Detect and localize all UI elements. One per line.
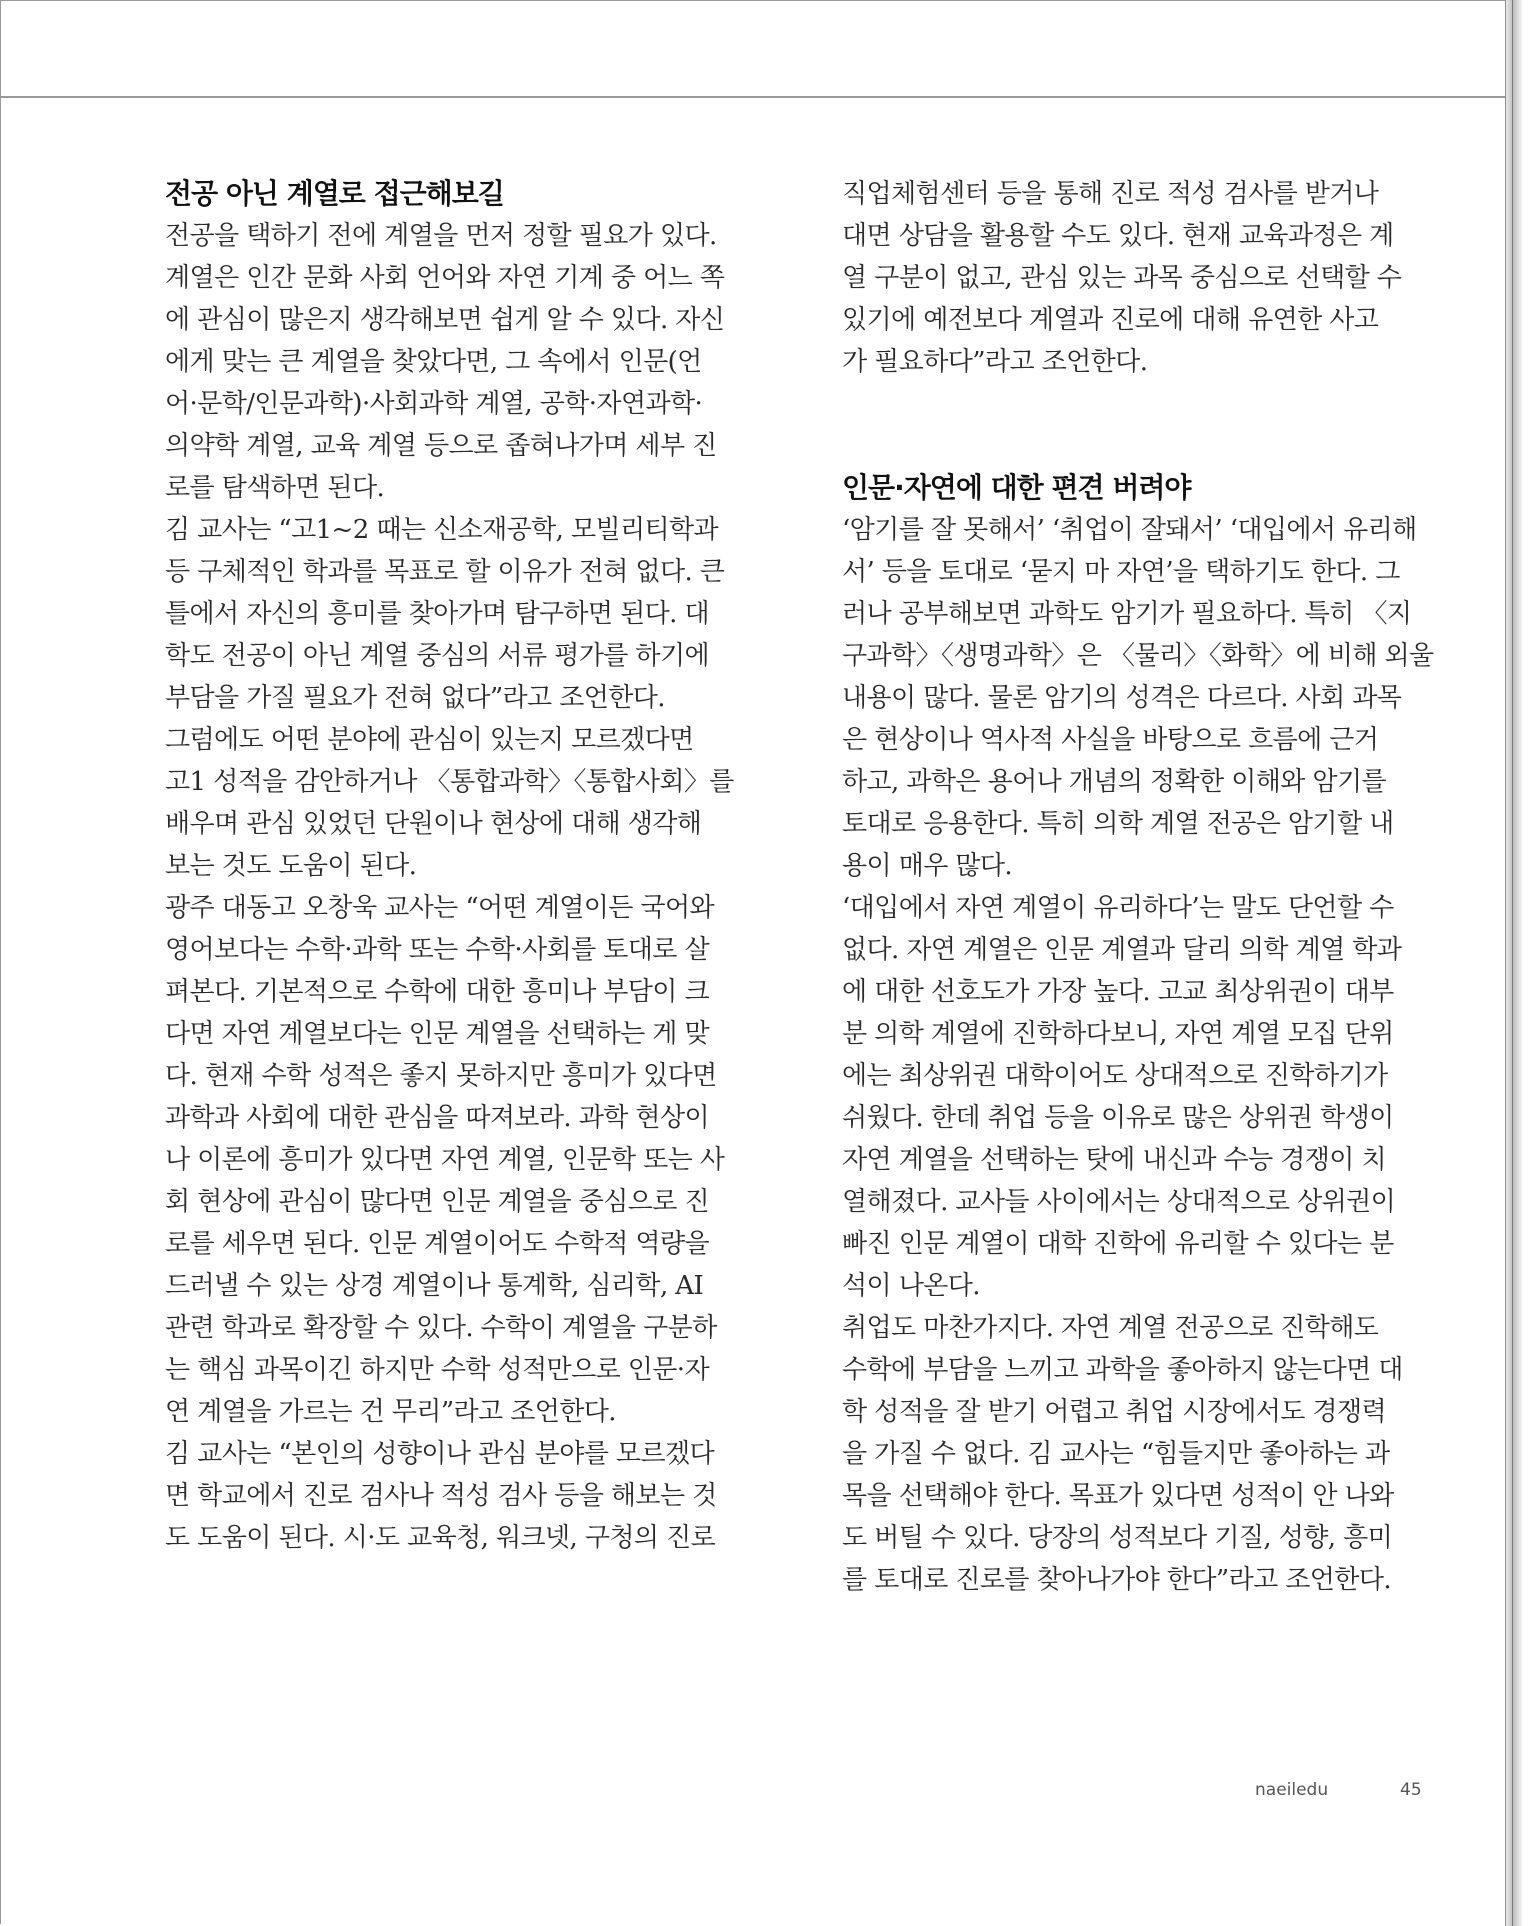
body-text-line: 용이 매우 많다.	[842, 851, 1013, 881]
body-text-line: 어·문학/인문과학)·사회과학 계열, 공학·자연과학·	[165, 389, 703, 419]
body-text-line: 틀에서 자신의 흥미를 찾아가며 탐구하면 된다. 대	[165, 599, 709, 629]
body-text-line: 전공을 택하기 전에 계열을 먼저 정할 필요가 있다.	[165, 221, 717, 251]
body-text-line: 관련 학과로 확장할 수 있다. 수학이 계열을 구분하	[165, 1313, 717, 1343]
body-text-line: 연 계열을 가르는 건 무리”라고 조언한다.	[165, 1397, 616, 1427]
body-text-line: 직업체험센터 등을 통해 진로 적성 검사를 받거나	[842, 179, 1379, 209]
body-text-line: 수학에 부담을 느끼고 과학을 좋아하지 않는다면 대	[842, 1355, 1403, 1385]
body-text-line: 빠진 인문 계열이 대학 진학에 유리할 수 있다는 분	[842, 1229, 1394, 1259]
body-text-line: 나 이론에 흥미가 있다면 자연 계열, 인문학 또는 사	[165, 1145, 725, 1175]
body-text-line: 취업도 마찬가지다. 자연 계열 전공으로 진학해도	[842, 1313, 1379, 1343]
section-gap	[842, 383, 1422, 467]
body-text-line: 로를 탐색하면 된다.	[165, 473, 385, 503]
body-text-line: 도 도움이 된다. 시·도 교육청, 워크넷, 구청의 진로	[165, 1523, 716, 1553]
body-text-line: ‘암기를 잘 못해서’ ‘취업이 잘돼서’ ‘대입에서 유리해	[842, 515, 1417, 545]
body-text-line: 에게 맞는 큰 계열을 찾았다면, 그 속에서 인문(언	[165, 347, 702, 377]
right-column-body	[842, 509, 1434, 1601]
body-text-line: 러나 공부해보면 과학도 암기가 필요하다. 특히 〈지	[842, 599, 1412, 629]
body-text-line: 회 현상에 관심이 많다면 인문 계열을 중심으로 진	[165, 1187, 709, 1217]
body-text-line: 구과학〉〈생명과학〉은 〈물리〉〈화학〉에 비해 외울	[842, 641, 1434, 671]
body-text-line: 하고, 과학은 용어나 개념의 정확한 이해와 암기를	[842, 767, 1386, 797]
body-text-line: 대면 상담을 활용할 수도 있다. 현재 교육과정은 계	[842, 221, 1394, 251]
body-text-line: 고1 성적을 감안하거나 〈통합과학〉〈통합사회〉를	[165, 767, 734, 797]
body-text-line: 열해졌다. 교사들 사이에서는 상대적으로 상위권이	[842, 1187, 1396, 1217]
body-text-line: 학 성적을 잘 받기 어렵고 취업 시장에서도 경쟁력	[842, 1397, 1386, 1427]
body-text-line: 다면 자연 계열보다는 인문 계열을 선택하는 게 맞	[165, 1019, 709, 1049]
body-text-line: 석이 나온다.	[842, 1271, 980, 1301]
right-column	[842, 173, 1434, 1601]
body-text-line: 로를 세우면 된다. 인문 계열이어도 수학적 역량을	[165, 1229, 709, 1259]
body-text-line: 드러낼 수 있는 상경 계열이나 통계학, 심리학, AI	[165, 1271, 704, 1301]
body-text-line: 김 교사는 “고1~2 때는 신소재공학, 모빌리티학과	[165, 515, 719, 545]
page-number: 45	[1400, 1780, 1422, 1800]
left-column-body	[165, 215, 745, 1559]
body-text-line: 내용이 많다. 물론 암기의 성격은 다르다. 사회 과목	[842, 683, 1402, 713]
body-text-line: 등 구체적인 학과를 목표로 할 이유가 전혀 없다. 큰	[165, 557, 725, 587]
body-text-line: 목을 선택해야 한다. 목표가 있다면 성적이 안 나와	[842, 1481, 1394, 1511]
left-column	[165, 173, 745, 1559]
body-text-line: 과학과 사회에 대한 관심을 따져보라. 과학 현상이	[165, 1103, 709, 1133]
body-text-line: 서’ 등을 토대로 ‘묻지 마 자연’을 택하기도 한다. 그	[842, 557, 1400, 587]
body-text-line: 를 토대로 진로를 찾아나가야 한다”라고 조언한다.	[842, 1565, 1392, 1595]
page-edge-shadow	[1505, 0, 1522, 1926]
body-text-line: 은 현상이나 역사적 사실을 바탕으로 흐름에 근거	[842, 725, 1379, 755]
body-text-line: 보는 것도 도움이 된다.	[165, 851, 417, 881]
body-text-line: 김 교사는 “본인의 성향이나 관심 분야를 모르겠다	[165, 1439, 715, 1469]
body-text-line: 쉬웠다. 한데 취업 등을 이유로 많은 상위권 학생이	[842, 1103, 1394, 1133]
body-text-line: 없다. 자연 계열은 인문 계열과 달리 의학 계열 학과	[842, 935, 1402, 965]
body-text-line: ‘대입에서 자연 계열이 유리하다’는 말도 단언할 수	[842, 893, 1394, 923]
body-text-line: 을 가질 수 없다. 김 교사는 “힘들지만 좋아하는 과	[842, 1439, 1390, 1469]
body-text-line: 에는 최상위권 대학이어도 상대적으로 진학하기가	[842, 1061, 1388, 1091]
footer-brand: naeiledu	[1255, 1780, 1329, 1800]
body-text-line: 다. 현재 수학 성적은 좋지 못하지만 흥미가 있다면	[165, 1061, 717, 1091]
body-text-line: 도 버틸 수 있다. 당장의 성적보다 기질, 성향, 흥미	[842, 1523, 1393, 1553]
body-text-line: 학도 전공이 아닌 계열 중심의 서류 평가를 하기에	[165, 641, 709, 671]
body-text-line: 면 학교에서 진로 검사나 적성 검사 등을 해보는 것	[165, 1481, 717, 1511]
page-edge-line	[1512, 0, 1513, 1926]
body-text-line: 열 구분이 없고, 관심 있는 과목 중심으로 선택할 수	[842, 263, 1402, 293]
body-text-line: 분 의학 계열에 진학하다보니, 자연 계열 모집 단위	[842, 1019, 1394, 1049]
body-text-line: 광주 대동고 오창욱 교사는 “어떤 계열이든 국어와	[165, 893, 715, 923]
body-text-line: 있기에 예전보다 계열과 진로에 대해 유연한 사고	[842, 305, 1379, 335]
body-text-line: 에 대한 선호도가 가장 높다. 고교 최상위권이 대부	[842, 977, 1394, 1007]
body-text-line: 의약학 계열, 교육 계열 등으로 좁혀나가며 세부 진	[165, 431, 717, 461]
right-column-intro	[842, 173, 1422, 383]
body-text-line: 영어보다는 수학·과학 또는 수학·사회를 토대로 살	[165, 935, 709, 965]
body-text-line: 펴본다. 기본적으로 수학에 대한 흥미나 부담이 크	[165, 977, 709, 1007]
body-text-line: 토대로 응용한다. 특히 의학 계열 전공은 암기할 내	[842, 809, 1394, 839]
body-text-line: 계열은 인간 문화 사회 언어와 자연 기계 중 어느 쪽	[165, 263, 725, 293]
body-text-line: 그럼에도 어떤 분야에 관심이 있는지 모르겠다면	[165, 725, 694, 755]
section-heading-major-vs-track: 전공 아닌 계열로 접근해보길	[165, 177, 504, 210]
body-text-line: 배우며 관심 있었던 단원이나 현상에 대해 생각해	[165, 809, 702, 839]
body-text-line: 자연 계열을 선택하는 탓에 내신과 수능 경쟁이 치	[842, 1145, 1386, 1175]
body-text-line: 에 관심이 많은지 생각해보면 쉽게 알 수 있다. 자신	[165, 305, 725, 335]
body-text-line: 는 핵심 과목이긴 하지만 수학 성적만으로 인문·자	[165, 1355, 709, 1385]
body-text-line: 가 필요하다”라고 조언한다.	[842, 347, 1148, 377]
header-rule	[0, 96, 1512, 98]
section-heading-prejudice: 인문·자연에 대한 편견 버려야	[842, 471, 1191, 504]
body-text-line: 부담을 가질 필요가 전혀 없다”라고 조언한다.	[165, 683, 665, 713]
